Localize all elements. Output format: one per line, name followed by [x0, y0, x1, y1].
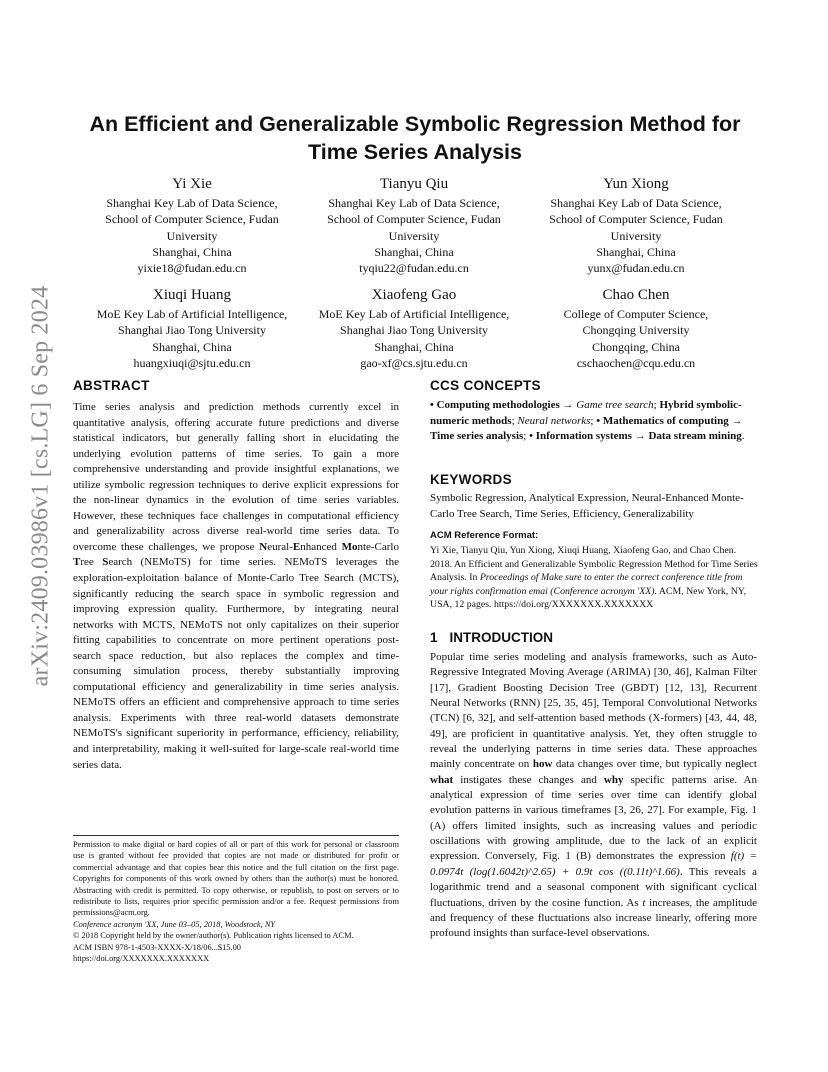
- author-affiliation: MoE Key Lab of Artificial Intelligence,: [96, 307, 288, 321]
- author-block: [299, 286, 529, 371]
- acronym-letter: E: [292, 540, 301, 553]
- author-name: Yi Xie: [172, 176, 212, 192]
- acronym-letter: N: [259, 540, 268, 553]
- intro-part: Popular time series modeling and analysis frameworks, such as Auto-Regressive Integrated Moving Average (ARIMA) [30, 46], Kalman Filter [17], Gradient Boosting Decision Tree (GBDT) [12, 13], Recurrent Neural Networks (RNN) [25, 35, 45], Temporal Convolutional Networks (TCN) [6, 32], and self-attention based methods (X-formers) [43, 44, 48, 49], are proficient in quantitative analysis. Yet, they often struggle to reveal the underlying patterns in time series data. These approaches mainly concentrate on: [430, 651, 757, 771]
- author-email: tyqiu22@fudan.edu.cn: [359, 261, 469, 276]
- intro-part: data changes over time, but typically neglect: [552, 758, 757, 771]
- author-name: Chao Chen: [602, 287, 670, 303]
- intro-part: instigates these changes and: [453, 773, 604, 786]
- author-affiliation: Shanghai Key Lab of Data Science,: [106, 196, 278, 210]
- author-block: [77, 286, 307, 371]
- ccs-sep: →: [559, 399, 577, 411]
- acronym-letter: S: [102, 556, 109, 569]
- acm-ref-part: Yi Xie, Tianyu Qiu, Yun Xiong, Xiuqi Huang, Xiaofeng Gao, and Chao Chen. 2018. An Efficient and Generalizable Symbolic Regression Method for Time Series Analysis. In: [430, 545, 758, 584]
- author-name: Xiuqi Huang: [153, 287, 231, 303]
- permission-text: Permission to make digital or hard copies of all or part of this work for personal or classroom use is granted without fee provided that copies are not made or distributed for profit or commercial advantage and that copies bear this notice and the full citation on the first page. Copyrights for components of this work owned by others than the author(s) must be honored. Abstracting with credit is permitted. To copy otherwise, or republish, to post on servers or to redistribute to lists, requires prior specific permission and/or a fee. Request permissions from permissions@acm.org.: [73, 840, 399, 918]
- abstract-heading: ABSTRACT: [73, 378, 150, 393]
- ccs-term: Hybrid symbolic-numeric methods: [430, 399, 742, 427]
- author-block: [77, 175, 307, 276]
- arxiv-id: arXiv:2409.03986v1 [cs.LG] 6 Sep 2024: [27, 285, 54, 687]
- intro-heading: [430, 630, 553, 645]
- keywords-text: Symbolic Regression, Analytical Expression, Neural-Enhanced Monte-Carlo Tree Search, Time Series, Efficiency, Generalizability: [430, 492, 744, 520]
- section-title: INTRODUCTION: [449, 630, 554, 645]
- author-email: gao-xf@cs.sjtu.edu.cn: [360, 355, 468, 370]
- abstract-part: nhanced: [300, 540, 342, 553]
- author-email: yixie18@fudan.edu.cn: [137, 261, 247, 276]
- ccs-term: • Computing methodologies: [430, 399, 560, 411]
- section-number: 1: [430, 630, 438, 645]
- acronym-letter: T: [73, 556, 81, 569]
- acm-ref-part: ACM, New York, NY, USA, 12 pages. https://doi.org/XXXXXXX.XXXXXXX: [430, 585, 747, 611]
- conference-line: Conference acronym 'XX, June 03–05, 2018, Woodstock, NY: [73, 919, 276, 929]
- author-affiliation: MoE Key Lab of Artificial Intelligence,: [318, 307, 510, 321]
- intro-part: specific patterns arise. An analytical expression of time series over time can identify global evolution patterns in various timeframes [3, 26, 27]. For example, Fig. 1 (A) offers limited insights, such as increasing values and periodic oscillations with growing amplitude, due to the lack of an explicit expression. Conversely, Fig. 1 (B) demonstrates the expression: [430, 773, 757, 863]
- ccs-term: • Information systems → Data stream mining: [529, 430, 742, 442]
- title-line-2: Time Series Analysis: [308, 140, 522, 164]
- author-block: [299, 175, 529, 276]
- author-affiliation: Shanghai Key Lab of Data Science,: [328, 196, 500, 210]
- intro-emph: how: [532, 758, 553, 771]
- ccs-heading: CCS CONCEPTS: [430, 378, 541, 393]
- isbn-line: ACM ISBN 978-1-4503-XXXX-X/18/06...$15.00: [73, 942, 241, 952]
- ccs-sep: ;: [653, 399, 660, 411]
- author-location: Shanghai, China: [374, 244, 454, 259]
- paper-title: [72, 110, 758, 166]
- ccs-term: • Mathematics of computing → Time series analysis: [430, 414, 743, 442]
- keywords-heading: KEYWORDS: [430, 472, 512, 487]
- title-line-1: An Efficient and Generalizable Symbolic Regression Method for: [89, 112, 741, 136]
- doi-line: https://doi.org/XXXXXXX.XXXXXXX: [73, 954, 210, 964]
- author-email: yunx@fudan.edu.cn: [587, 261, 685, 276]
- author-block: [521, 175, 751, 276]
- author-location: Chongqing, China: [591, 339, 680, 354]
- author-affiliation: College of Computer Science,: [563, 307, 709, 321]
- author-affiliation: School of Computer Science, Fudan: [327, 212, 501, 227]
- abstract-part: NEMoTS leverages the exploration-exploitation balance of Monte-Carlo Tree Search (MCTS), significantly reducing the search space in symbolic regression and improving expression quality. Furthermore, by integrating neural networks with MCTS, NEMoTS not only capitalizes on their superior fitting capabilities to concentrate on more pertinent operations post-search space reduction, but also replaces the complex and time-consuming simulation process, thereby substantially improving computational efficiency and generalizability in time series analysis. NEMoTS offers an efficient and comprehensive approach to time series analysis. Experiments with three real-world datasets demonstrate NEMoTS's significant superiority in performance, efficiency, reliability, and interpretability, making it well-suited for large-scale real-world time series data.: [73, 556, 399, 771]
- ccs-sep: ;: [511, 414, 518, 427]
- permission-notice: [73, 839, 399, 964]
- acm-reference: [430, 544, 760, 612]
- abstract-part: Time series analysis and prediction methods currently excel in quantitative analysis, offering accurate future predictions and diverse statistical indicators, but generally falling short in elucidating the underlying evolution patterns of time series. To gain a more comprehensive understanding and provide insightful explanations, we utilize symbolic regression techniques to derive explicit expressions for the non-linear dynamics in the evolution of time series variables. However, these techniques face challenges in computational efficiency and generalizability across diverse real-world time series data. To overcome these challenges, we propose: [73, 401, 399, 553]
- intro-emph: why: [603, 773, 624, 786]
- ccs-term: Game tree search: [576, 399, 654, 411]
- author-affiliation: Shanghai Jiao Tong University: [118, 323, 266, 338]
- math-expression: f(t) = 0.0974t (log(1.6042t)^2.65) + 0.9t cos ((0.11t)^1.66): [430, 850, 757, 878]
- ccs-term: Neural networks: [517, 414, 591, 427]
- abstract-part: earch (NEMoTS) for time series.: [108, 556, 277, 569]
- author-affiliation: Shanghai Key Lab of Data Science,: [550, 196, 722, 210]
- ccs-sep: ;: [590, 414, 597, 427]
- math-variable: t: [642, 896, 646, 909]
- intro-part: increases, the amplitude and frequency of these fluctuations also increase linearly, offering more profound insights than surface-level observations.: [430, 896, 757, 940]
- author-affiliation: School of Computer Science, Fudan: [105, 212, 279, 227]
- author-location: Shanghai, China: [596, 244, 676, 259]
- author-affiliation: Shanghai Jiao Tong University: [340, 323, 488, 338]
- author-location: Shanghai, China: [152, 244, 232, 259]
- abstract-part: ree: [80, 556, 103, 569]
- abstract-text: [73, 400, 399, 773]
- intro-emph: what: [430, 773, 454, 786]
- author-name: Yun Xiong: [603, 176, 669, 192]
- ccs-concepts: [430, 398, 758, 445]
- abstract-part: eural-: [267, 540, 293, 553]
- ccs-sep: .: [741, 430, 745, 442]
- author-affiliation: University: [388, 228, 440, 243]
- author-affiliation: University: [166, 228, 218, 243]
- acronym-letter: Mo: [341, 540, 358, 553]
- author-location: Shanghai, China: [152, 339, 232, 354]
- author-affiliation: Chongqing University: [582, 323, 690, 338]
- author-affiliation: University: [610, 228, 662, 243]
- author-name: Tianyu Qiu: [379, 176, 449, 192]
- intro-part: . This reveals a logarithmic trend and a seasonal component with significant cyclical fluctuations, driven by the cosine function. As: [430, 865, 757, 909]
- author-email: huangxiuqi@sjtu.edu.cn: [133, 355, 251, 370]
- copyright-line: © 2018 Copyright held by the owner/author(s). Publication rights licensed to ACM.: [73, 931, 354, 941]
- author-affiliation: School of Computer Science, Fudan: [549, 212, 723, 227]
- ccs-sep: ;: [523, 430, 530, 442]
- abstract-part: nte-Carlo: [357, 540, 399, 553]
- author-email: cschaochen@cqu.edu.cn: [576, 355, 696, 370]
- acm-reference-label: ACM Reference Format:: [430, 530, 539, 541]
- author-block: [521, 286, 751, 371]
- intro-text: [430, 650, 757, 942]
- author-name: Xiaofeng Gao: [371, 287, 457, 303]
- author-location: Shanghai, China: [374, 339, 454, 354]
- footnote-rule: [73, 835, 399, 836]
- arxiv-stamp: [20, 285, 62, 687]
- acm-ref-part: Proceedings of Make sure to enter the correct conference title from your rights confirmation emai (Conference acronym 'XX).: [430, 572, 743, 597]
